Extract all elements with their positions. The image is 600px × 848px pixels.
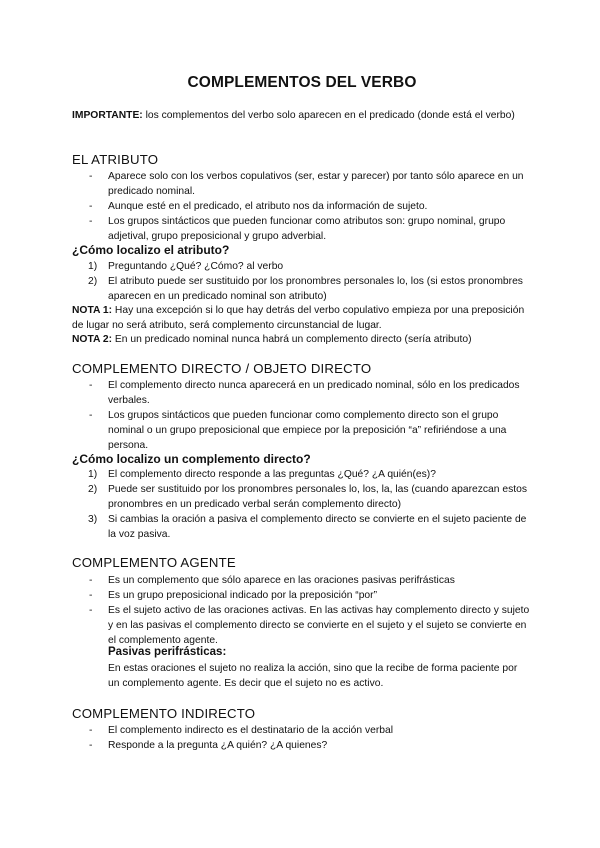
list-item: 2) Puede ser sustituido por los pronombres personales lo, los, la, las (cuando aparezcan estos pronombres en un predicado verbal serán complemento directo) [88,484,527,510]
list-item: 3) Si cambias la oración a pasiva el complemento directo se convierte en el sujeto paciente de la voz pasiva. [88,514,527,540]
section-heading-indirecto: COMPLEMENTO INDIRECTO [72,706,256,721]
list-item: - Aunque esté en el predicado, el atributo nos da información de sujeto. [89,201,428,212]
list-item: - Es el sujeto activo de las oraciones activas. En las activas hay complemento directo y sujeto y en las pasivas el complemento directo se convierte en el sujeto y el sujeto se convierte en el complemento agente. [89,605,530,646]
indirecto-bullet-list [72,723,532,753]
section-heading-directo: COMPLEMENTO DIRECTO / OBJETO DIRECTO [72,361,372,376]
list-item: - Es un complemento que sólo aparece en las oraciones pasivas perifrásticas [89,575,455,586]
nota-1: NOTA 1: Hay una excepción si lo que hay detrás del verbo copulativo empieza por una preposición de lugar no será atributo, será complemento circunstancial de lugar. [72,305,525,331]
list-item: - Responde a la pregunta ¿A quién? ¿A quienes? [89,740,328,751]
directo-steps-list [72,467,532,542]
list-item: - El complemento indirecto es el destinatario de la acción verbal [89,725,394,736]
list-item: - Los grupos sintácticos que pueden funcionar como complemento directo son el grupo nominal o un grupo preposicional que empiece por la preposición “a” refiriéndose a una persona. [89,410,507,451]
section-heading-atributo: EL ATRIBUTO [72,152,159,167]
atributo-bullet-list [72,169,532,244]
list-item: - Los grupos sintácticos que pueden funcionar como atributos son: grupo nominal, grupo adjetival, grupo preposicional y grupo adverbial. [89,216,506,242]
nota-2: NOTA 2: En un predicado nominal nunca habrá un complemento directo (sería atributo) [72,334,472,345]
pasivas-text: En estas oraciones el sujeto no realiza la acción, sino que la recibe de forma paciente por un complemento agente. Es decir que el sujeto no es activo. [108,663,518,689]
list-item: 1) Preguntando ¿Qué? ¿Cómo? al verbo [88,261,284,272]
directo-bullet-list [72,378,532,453]
pasivas-subheading: Pasivas perifrásticas: [108,646,227,658]
page-title: COMPLEMENTOS DEL VERBO [187,74,417,91]
section-heading-agente: COMPLEMENTO AGENTE [72,555,236,570]
agente-bullet-list [72,573,532,648]
list-item: - Es un grupo preposicional indicado por la preposición “por” [89,590,378,601]
list-item: 2) El atributo puede ser sustituido por los pronombres personales lo, los (si estos pronombres aparecen en un predicado nominal son atributo) [88,276,523,302]
list-item: 1) El complemento directo responde a las preguntas ¿Qué? ¿A quién(es)? [88,469,436,480]
list-item: - El complemento directo nunca aparecerá en un predicado nominal, sólo en los predicados verbales. [89,380,520,406]
intro-paragraph [72,108,522,123]
intro-text: los complementos del verbo solo aparecen en el predicado (donde está el verbo) [142,110,515,121]
atributo-steps-list [72,259,532,304]
directo-question: ¿Cómo localizo un complemento directo? [72,452,311,466]
intro-label: IMPORTANTE: [72,110,143,121]
list-item: - Aparece solo con los verbos copulativos (ser, estar y parecer) por tanto sólo aparece en un predicado nominal. [89,171,524,197]
atributo-question: ¿Cómo localizo el atributo? [72,243,230,257]
